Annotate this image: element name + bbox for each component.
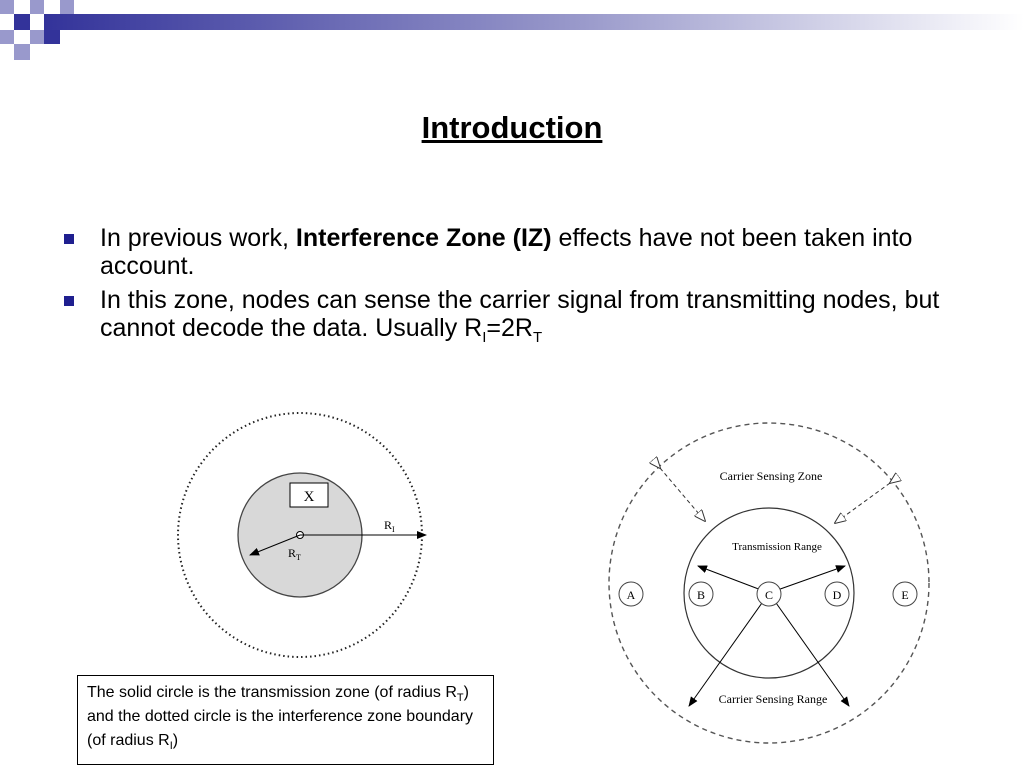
caption-text: ): [172, 732, 179, 749]
bullet-text: In this zone, nodes can sense the carrier signal from transmitting nodes, but cannot decode the data. Usually R: [100, 286, 940, 342]
bullet-item: [62, 286, 962, 346]
deco-square: [60, 0, 74, 14]
bullet-item: [62, 224, 962, 280]
deco-square: [30, 0, 44, 14]
node-d-label: D: [832, 588, 842, 602]
radius-i-label: $R_I$: [384, 518, 395, 534]
deco-square: [0, 0, 14, 14]
zone-arrow-right: [835, 483, 890, 523]
transmission-range-label: Transmission Range: [732, 541, 822, 553]
node-a-label: A: [626, 588, 636, 602]
slide-title: Introduction: [421, 110, 603, 145]
deco-square: [14, 14, 30, 30]
caption-text: The solid circle is the transmission zone (of radius R: [87, 684, 457, 701]
carrier-sensing-diagram: [605, 413, 945, 753]
subscript: I: [482, 329, 487, 346]
square-bullet-icon: [64, 296, 74, 306]
cs-range-arrow-left: [689, 593, 769, 706]
bullet-bold-text: Interference Zone (IZ): [295, 224, 552, 252]
radius-t-label: $R_T$: [288, 546, 301, 562]
interference-zone-diagram: [170, 405, 440, 665]
deco-square: [14, 44, 30, 60]
bullet-list: [62, 224, 962, 348]
deco-square: [30, 30, 44, 44]
figure-caption: [77, 675, 494, 765]
node-x-label: X: [303, 489, 315, 505]
node-e-label: E: [901, 588, 909, 602]
bullet-text: In previous work,: [100, 224, 296, 252]
deco-square: [0, 30, 14, 44]
node-c-label: C: [764, 588, 774, 602]
header-decoration: [0, 0, 1024, 64]
caption-text: ) and the dotted circle is the interference zone boundary (of radius R: [87, 684, 474, 749]
bullet-text: effects have not been taken into account.: [100, 224, 913, 280]
subscript: I: [169, 740, 173, 753]
node-b-label: B: [696, 588, 706, 602]
bullet-text: =2R: [486, 314, 533, 342]
carrier-sensing-zone-label: Carrier Sensing Zone: [719, 469, 823, 483]
carrier-sensing-range-label: Carrier Sensing Range: [718, 692, 828, 706]
deco-band: [44, 14, 1024, 30]
deco-square: [44, 30, 60, 44]
subscript: T: [456, 692, 464, 705]
square-bullet-icon: [64, 234, 74, 244]
cs-range-arrow-right: [769, 593, 849, 706]
zone-arrow-left: [660, 468, 705, 521]
subscript: T: [532, 329, 543, 346]
